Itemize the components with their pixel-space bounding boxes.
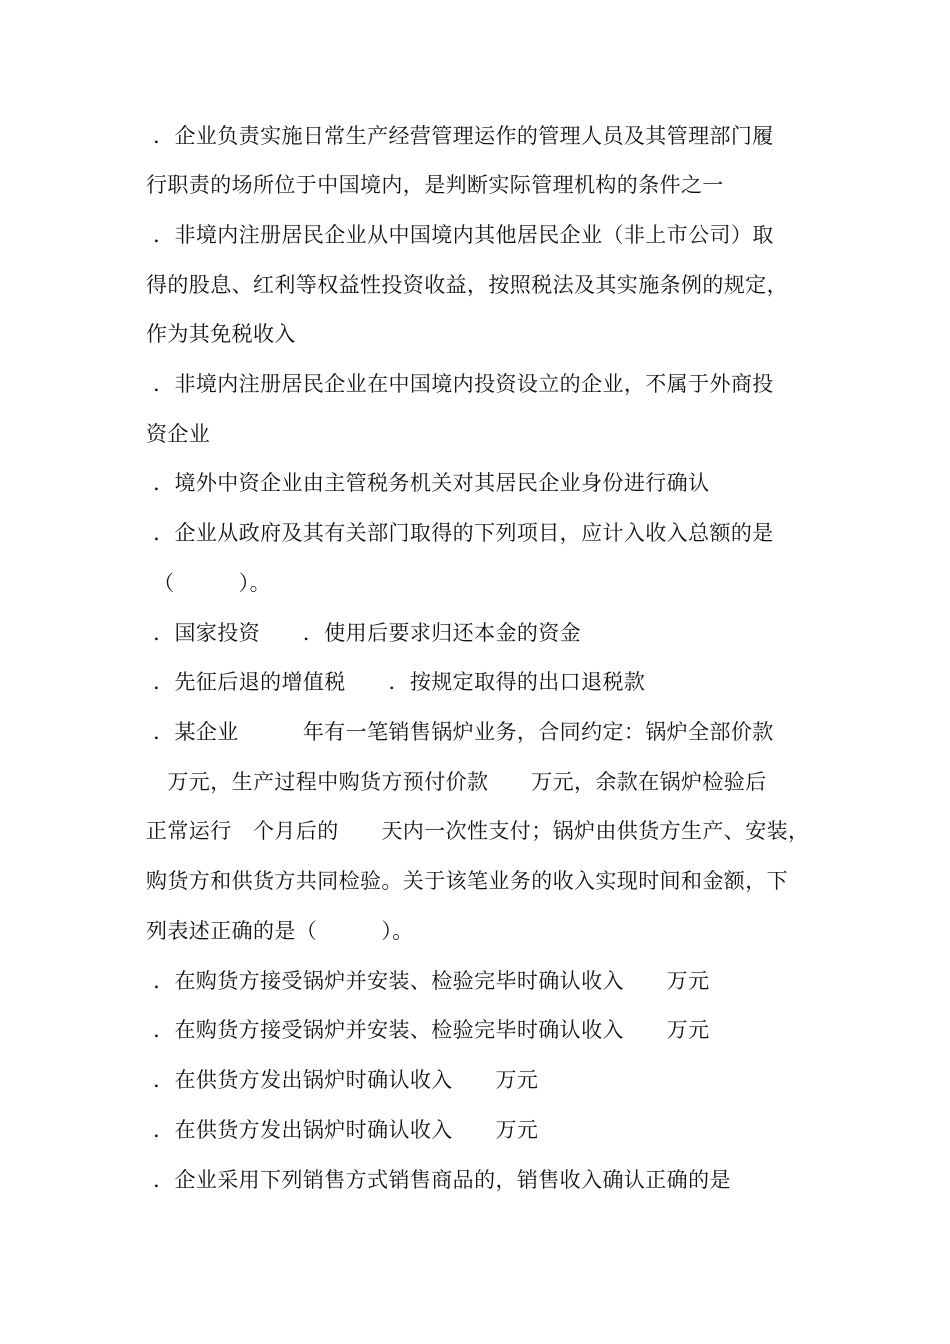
text-line: （ ）。 <box>146 571 271 595</box>
text-line: ．非境内注册居民企业从中国境内其他居民企业（非上市公司）取 <box>146 223 774 247</box>
text-line: 正常运行 个月后的 天内一次性支付；锅炉由供货方生产、安装， <box>146 819 810 843</box>
text-line: 得的股息、红利等权益性投资收益，按照税法及其实施条例的规定， <box>146 273 788 297</box>
text-line: 行职责的场所位于中国境内，是判断实际管理机构的条件之一 <box>146 173 724 197</box>
text-line: ．在供货方发出锅炉时确认收入 万元 <box>146 1068 539 1092</box>
text-line: ．先征后退的增值税 ．按规定取得的出口退税款 <box>146 670 646 694</box>
text-line: ．在购货方接受锅炉并安装、检验完毕时确认收入 万元 <box>146 1018 710 1042</box>
text-line: 万元，生产过程中购货方预付价款 万元，余款在锅炉检验后 <box>146 770 767 794</box>
text-line: 列表述正确的是（ ）。 <box>146 919 414 943</box>
text-line: ．企业负责实施日常生产经营管理运作的管理人员及其管理部门履 <box>146 124 774 148</box>
text-line: 资企业 <box>146 422 211 446</box>
text-line: ．在购货方接受锅炉并安装、检验完毕时确认收入 万元 <box>146 969 710 993</box>
text-line: 购货方和供货方共同检验。关于该笔业务的收入实现时间和金额，下 <box>146 869 788 893</box>
text-line: ．国家投资 ．使用后要求归还本金的资金 <box>146 621 582 645</box>
text-line: ．某企业 年有一笔销售锅炉业务，合同约定：锅炉全部价款 <box>146 720 774 744</box>
text-line: ．境外中资企业由主管税务机关对其居民企业身份进行确认 <box>146 471 710 495</box>
text-line: ．企业从政府及其有关部门取得的下列项目，应计入收入总额的是 <box>146 521 774 545</box>
text-line: 作为其免税收入 <box>146 322 296 346</box>
text-line: ．在供货方发出锅炉时确认收入 万元 <box>146 1118 539 1142</box>
text-line: ．企业采用下列销售方式销售商品的，销售收入确认正确的是 <box>146 1168 731 1192</box>
text-line: ．非境内注册居民企业在中国境内投资设立的企业，不属于外商投 <box>146 372 774 396</box>
